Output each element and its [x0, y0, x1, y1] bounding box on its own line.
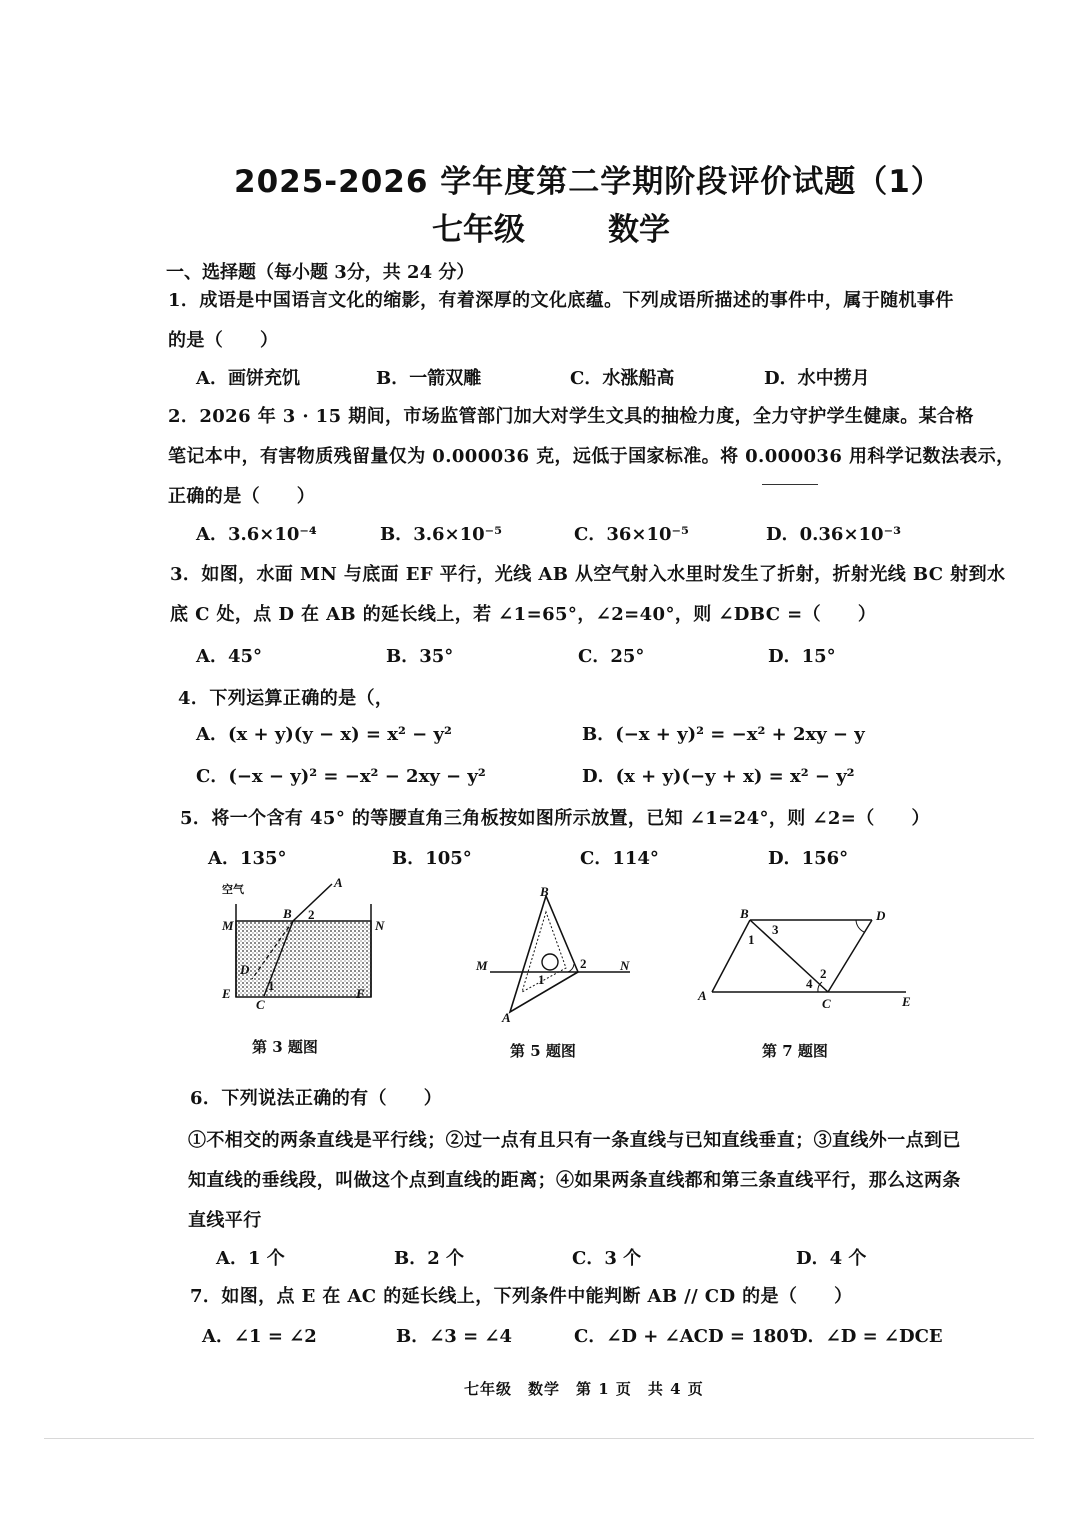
q5-option-c: C．114° — [580, 848, 659, 869]
question-6-line-3: 直线平行 — [188, 1210, 262, 1231]
q7-option-b: B．∠3 = ∠4 — [396, 1326, 513, 1347]
fig5-angle-2: 2 — [580, 956, 587, 971]
question-3-line-2: 底 C 处，点 D 在 AB 的延长线上，若 ∠1=65°，∠2=40°，则 ∠DBC =（ ） — [170, 604, 877, 625]
fig7-label-a: A — [698, 988, 707, 1003]
fig5-label-m: M — [476, 958, 488, 973]
question-3-line-1: 3．如图，水面 MN 与底面 EF 平行，光线 AB 从空气射入水里时发生了折射，折射光线 BC 射到水 — [170, 564, 1006, 585]
q6-option-d: D．4 个 — [796, 1248, 867, 1269]
figure-3 — [214, 874, 394, 1014]
fig7-label-e: E — [902, 994, 911, 1009]
question-2-line-2: 笔记本中，有害物质残留量仅为 0.000036 克，远低于国家标准。将 0.000036 用科学记数法表示， — [168, 446, 1015, 467]
fig7-label-c: C — [822, 996, 831, 1011]
angle-d-arc — [856, 920, 864, 932]
q7-option-d: D．∠D = ∠DCE — [792, 1326, 943, 1347]
q2-option-c: C．36×10⁻⁵ — [574, 524, 689, 545]
q4-option-c: C．(−x − y)² = −x² − 2xy − y² — [196, 766, 486, 787]
figure-5-caption: 第 5 题图 — [510, 1042, 576, 1060]
fig3-label-e: E — [222, 986, 231, 1001]
q7-option-a: A．∠1 = ∠2 — [202, 1326, 317, 1347]
q6-option-c: C．3 个 — [572, 1248, 642, 1269]
question-2-line-1: 2．2026 年 3 · 15 期间，市场监管部门加大对学生文具的抽检力度，全力守护学生健康。某合格 — [168, 406, 974, 427]
q2-option-b: B．3.6×10⁻⁵ — [380, 524, 503, 545]
fig7-angle-1: 1 — [748, 932, 755, 947]
air-label: 空气 — [222, 883, 244, 896]
q2-option-a: A．3.6×10⁻⁴ — [196, 524, 317, 545]
fig3-label-n: N — [375, 918, 385, 933]
fig3-label-d: D — [240, 962, 250, 977]
page-footer: 七年级 数学 第 1 页 共 4 页 — [464, 1380, 704, 1398]
question-2-line-3: 正确的是（ ） — [168, 486, 316, 507]
grade-label: 七年级 — [432, 212, 525, 248]
segment-bc — [750, 920, 828, 992]
fig7-angle-4: 4 — [806, 976, 813, 991]
fig3-label-c: C — [256, 997, 265, 1012]
fig3-label-a: A — [334, 875, 343, 890]
fig3-label-b: B — [283, 906, 292, 921]
question-1-line-2: 的是（ ） — [168, 330, 279, 351]
q5-option-b: B．105° — [392, 848, 472, 869]
q2-option-d: D．0.36×10⁻³ — [766, 524, 901, 545]
fig7-angle-2: 2 — [820, 966, 827, 981]
q3-option-b: B．35° — [386, 646, 454, 667]
figure-3-caption: 第 3 题图 — [252, 1038, 318, 1056]
q1-option-d: D．水中捞月 — [764, 368, 870, 389]
question-4-stem: 4．下列运算正确的是（， — [178, 688, 394, 709]
q1-option-b: B．一箭双雕 — [376, 368, 482, 389]
q1-option-c: C．水涨船高 — [570, 368, 675, 389]
bottom-rule — [44, 1438, 1034, 1439]
exam-title: 2025-2026 学年度第二学期阶段评价试题（1） — [234, 164, 943, 200]
fig5-label-b: B — [540, 884, 549, 899]
angle-2-arc — [568, 964, 574, 972]
figure-7-caption: 第 7 题图 — [762, 1042, 828, 1060]
fig3-label-m: M — [222, 918, 234, 933]
q7-option-c: C．∠D + ∠ACD = 180° — [574, 1326, 798, 1347]
fig7-angle-3: 3 — [772, 922, 779, 937]
question-6-line-1: ①不相交的两条直线是平行线；②过一点有且只有一条直线与已知直线垂直；③直线外一点到已 — [188, 1130, 961, 1151]
fig3-angle-1: 1 — [268, 978, 275, 993]
q3-option-a: A．45° — [196, 646, 263, 667]
q6-option-b: B．2 个 — [394, 1248, 465, 1269]
fig5-label-n: N — [620, 958, 630, 973]
fig3-label-f: F — [356, 986, 365, 1001]
q6-option-a: A．1 个 — [216, 1248, 285, 1269]
subject-label: 数学 — [608, 212, 670, 248]
q3-option-c: C．25° — [578, 646, 645, 667]
fig5-angle-1: 1 — [538, 972, 545, 987]
stray-mark — [762, 484, 818, 485]
fig5-label-a: A — [502, 1010, 511, 1024]
q4-option-b: B．(−x + y)² = −x² + 2xy − y — [582, 724, 865, 745]
question-7-stem: 7．如图，点 E 在 AC 的延长线上，下列条件中能判断 AB // CD 的是（ ） — [190, 1286, 853, 1307]
q4-option-a: A．(x + y)(y − x) = x² − y² — [196, 724, 452, 745]
segment-cd — [828, 920, 872, 992]
water-tank — [236, 921, 371, 997]
set-square — [510, 896, 578, 1012]
q5-option-a: A．135° — [208, 848, 287, 869]
q5-option-d: D．156° — [768, 848, 849, 869]
fig7-label-d: D — [876, 908, 886, 923]
segment-ab — [712, 920, 750, 992]
fig3-angle-2: 2 — [308, 907, 315, 922]
question-6-stem: 6．下列说法正确的有（ ） — [190, 1088, 443, 1109]
figure-7 — [694, 902, 930, 1014]
set-square-hole — [542, 954, 558, 970]
q4-option-d: D．(x + y)(−y + x) = x² − y² — [582, 766, 855, 787]
question-6-line-2: 知直线的垂线段，叫做这个点到直线的距离；④如果两条直线都和第三条直线平行，那么这两条 — [188, 1170, 961, 1191]
section-heading: 一、选择题（每小题 3分，共 24 分） — [166, 262, 475, 283]
question-5-stem: 5．将一个含有 45° 的等腰直角三角板按如图所示放置，已知 ∠1=24°，则 ∠2=（ ） — [180, 808, 930, 829]
figure-5 — [470, 884, 640, 1024]
fig7-label-b: B — [740, 906, 749, 921]
question-1-line-1: 1．成语是中国语言文化的缩影，有着深厚的文化底蕴。下列成语所描述的事件中，属于随机事件 — [168, 290, 954, 311]
q3-option-d: D．15° — [768, 646, 836, 667]
q1-option-a: A．画饼充饥 — [196, 368, 300, 389]
